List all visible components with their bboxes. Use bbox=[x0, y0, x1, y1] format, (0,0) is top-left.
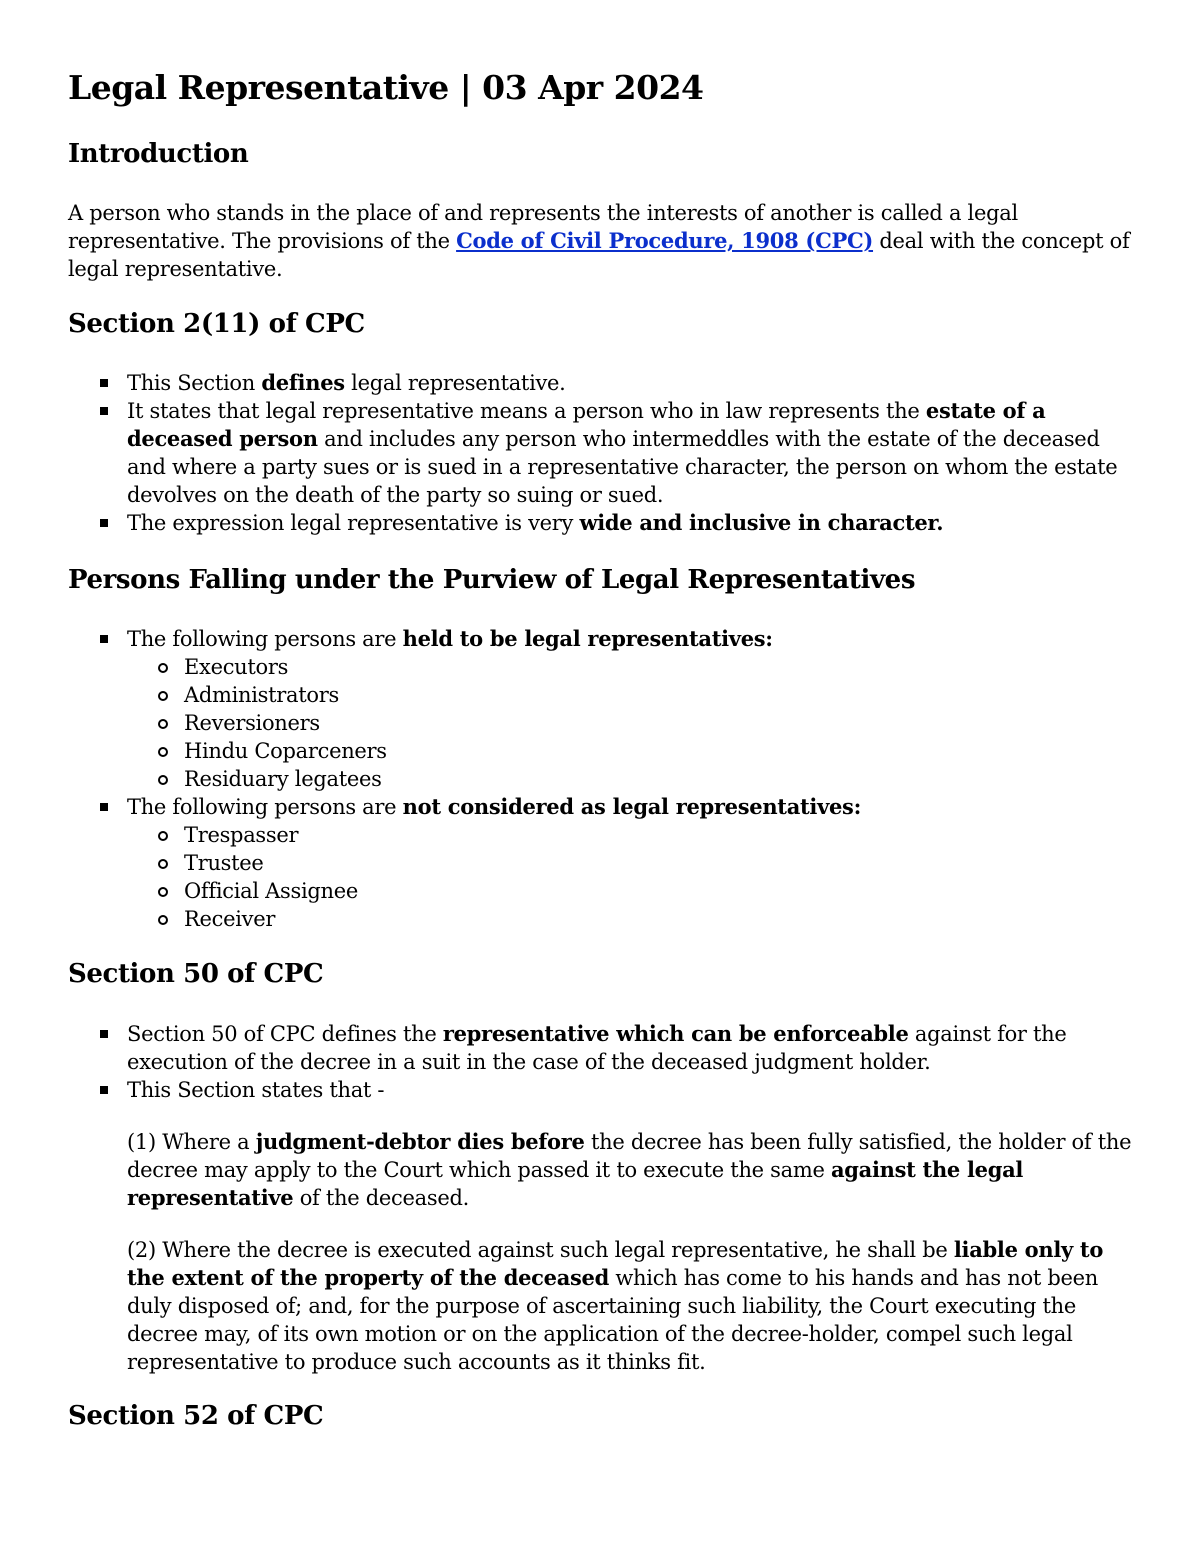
heading-introduction: Introduction bbox=[68, 139, 249, 169]
quote-paragraph-2 bbox=[127, 1236, 1138, 1376]
heading-purview: Persons Falling under the Purview of Legal Representatives bbox=[68, 565, 916, 595]
item-text: and includes any person who intermeddles with the estate of the deceased and where a party sues or is sued in a representative character, the person on whom the estate devolves on the death of the party so suing or sued. bbox=[127, 427, 1118, 507]
section-50-quote bbox=[127, 1128, 1138, 1376]
item-text: The following persons are bbox=[127, 627, 403, 651]
purview-list bbox=[68, 625, 1138, 933]
sublist-item: Administrators bbox=[126, 681, 1138, 709]
sublist-item: Official Assignee bbox=[126, 877, 1138, 905]
item-text: against for the execution of the decree in a suit in the case of the deceased judgment holder. bbox=[127, 1022, 1067, 1074]
sublist-item: Trustee bbox=[126, 849, 1138, 877]
item-text: This Section bbox=[127, 371, 262, 395]
quote-text: (2) Where the decree is executed against such legal representative, he shall be bbox=[127, 1238, 954, 1262]
section-2-11-list bbox=[68, 369, 1138, 537]
page-title: Legal Representative | 03 Apr 2024 bbox=[68, 68, 704, 107]
held-sublist bbox=[127, 653, 1138, 793]
intro-text-after: deal with the concept of legal representative. bbox=[68, 229, 1130, 281]
intro-paragraph bbox=[68, 199, 1138, 283]
list-item bbox=[68, 793, 1138, 933]
quote-bold-text: against the legal representative bbox=[127, 1157, 1024, 1210]
list-item bbox=[68, 397, 1138, 509]
sublist-item: Residuary legatees bbox=[126, 765, 1138, 793]
sublist-item: Executors bbox=[126, 653, 1138, 681]
list-item bbox=[68, 1020, 1138, 1076]
item-text: Section 50 of CPC defines the bbox=[127, 1022, 443, 1046]
quote-paragraph-1 bbox=[127, 1128, 1138, 1212]
item-text: legal representative. bbox=[344, 371, 566, 395]
heading-section-52: Section 52 of CPC bbox=[68, 1401, 324, 1431]
item-bold-text: defines bbox=[261, 370, 345, 395]
not-sublist bbox=[127, 821, 1138, 933]
quote-text: which has come to his hands and has not been duly disposed of; and, for the purpose of ascertaining such liability, the Court executing the decree may, of its own motion or on the application of the decree-holder, compel such legal representative to produce such accounts as it thinks fit. bbox=[127, 1266, 1098, 1374]
quote-text: of the deceased. bbox=[293, 1186, 469, 1210]
sublist-item: Reversioners bbox=[126, 709, 1138, 737]
section-50-list bbox=[68, 1020, 1138, 1400]
item-text: This Section states that - bbox=[127, 1078, 385, 1102]
quote-text: the decree has been fully satisfied, the holder of the decree may apply to the Court which passed it to execute the same bbox=[127, 1130, 1132, 1182]
sublist-item: Receiver bbox=[126, 905, 1138, 933]
quote-bold-text: liable only to the extent of the property of the deceased bbox=[127, 1237, 1104, 1290]
sublist-item: Trespasser bbox=[126, 821, 1138, 849]
item-bold-text: wide and inclusive in character. bbox=[579, 510, 944, 535]
cpc-link[interactable]: Code of Civil Procedure, 1908 (CPC) bbox=[456, 228, 874, 253]
quote-text: (1) Where a bbox=[127, 1130, 256, 1154]
item-text: The following persons are bbox=[127, 795, 403, 819]
heading-section-50: Section 50 of CPC bbox=[68, 959, 324, 989]
heading-section-2-11: Section 2(11) of CPC bbox=[68, 309, 365, 339]
list-item bbox=[68, 1076, 1138, 1376]
item-bold-text: estate of a deceased person bbox=[127, 398, 1046, 451]
list-item bbox=[68, 369, 1138, 397]
list-item bbox=[68, 509, 1138, 537]
item-bold-text: not considered as legal representatives: bbox=[402, 794, 862, 819]
quote-bold-text: judgment-debtor dies before bbox=[255, 1129, 585, 1154]
item-text: The expression legal representative is very bbox=[127, 511, 580, 535]
list-item bbox=[68, 625, 1138, 793]
intro-text-before: A person who stands in the place of and represents the interests of another is called a legal representative. The provisions of the bbox=[68, 201, 1018, 253]
item-bold-text: representative which can be enforceable bbox=[442, 1021, 909, 1046]
item-bold-text: held to be legal representatives: bbox=[402, 626, 773, 651]
item-text: It states that legal representative means a person who in law represents the bbox=[127, 399, 926, 423]
sublist-item: Hindu Coparceners bbox=[126, 737, 1138, 765]
